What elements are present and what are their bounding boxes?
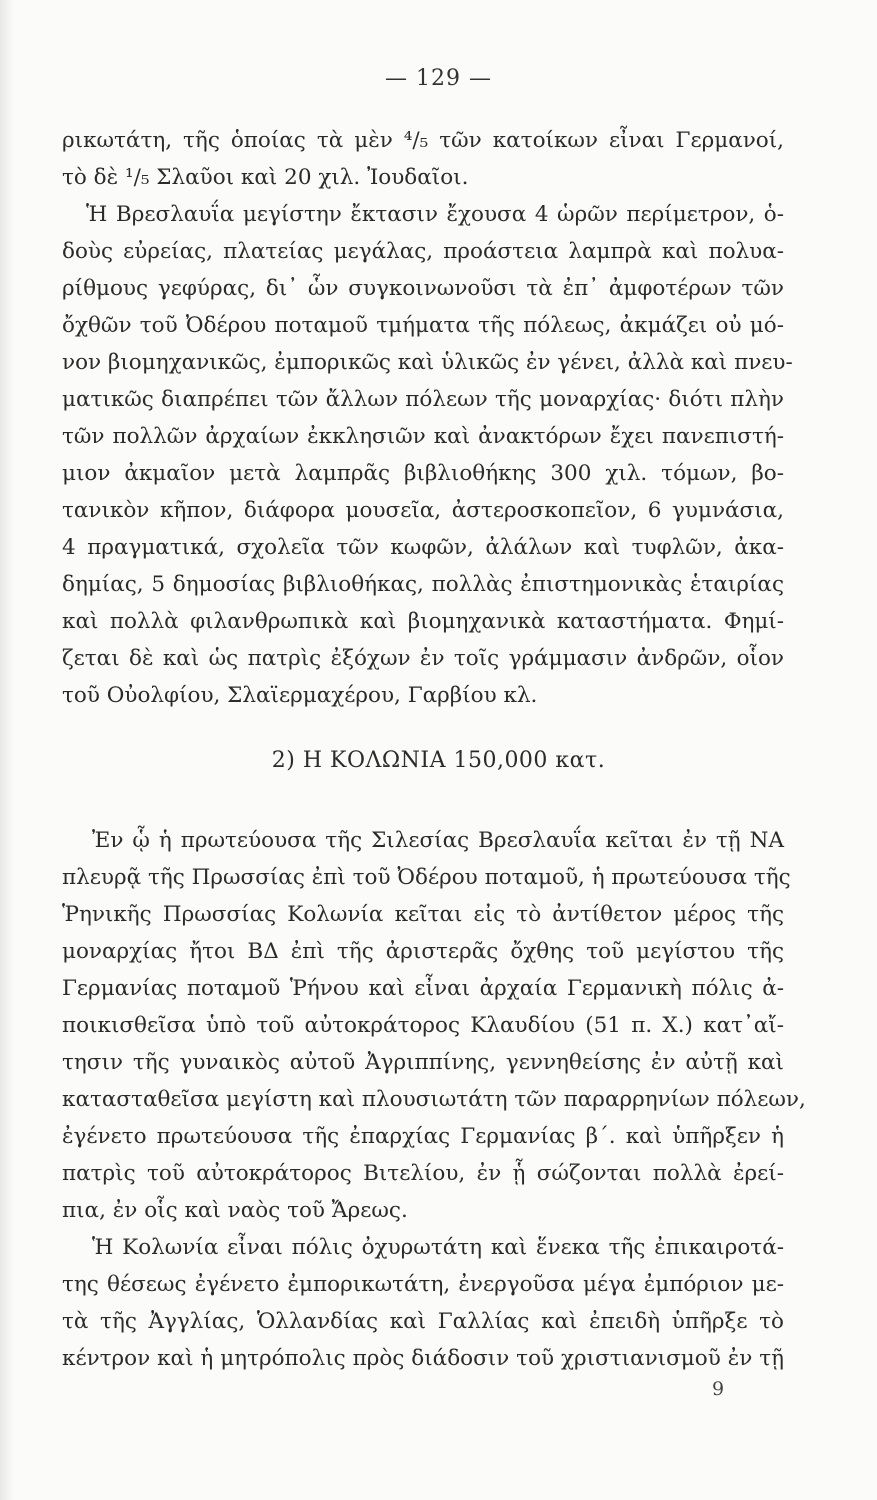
paragraph-first-line: Ἡ Βρεσλαυΐα μεγίστην ἔκτασιν ἔχουσα 4 ὡρῶν περίμετρον, ὁ- <box>86 202 784 227</box>
text-line: κέντρον καὶ ἡ μητρόπολις πρὸς διάδοσιν τοῦ χριστιανισμοῦ ἐν τῇ <box>62 1346 784 1371</box>
text-line: Ῥηνικῆς Πρωσσίας Κολωνία κεῖται εἰς τὸ ἀντίθετον μέρος τῆς <box>62 902 784 927</box>
text-line: της θέσεως ἐγένετο ἐμπορικωτάτη, ἐνεργοῦσα μέγα ἐμπόριον με- <box>62 1272 784 1297</box>
text-line: μιον ἀκμαῖον μετὰ λαμπρᾶς βιβλιοθήκης 300 χιλ. τόμων, βο- <box>62 461 784 486</box>
text-line: ρίθμους γεφύρας, δι᾽ ὧν συγκοινωνοῦσι τὰ ἐπ᾽ ἀμφοτέρων τῶν <box>62 276 784 301</box>
section-heading: 2) Η ΚΟΛΩΝΙΑ 150,000 κατ. <box>271 748 606 773</box>
text-line: ποικισθεῖσα ὑπὸ τοῦ αὐτοκράτορος Κλαυδίου (51 π. Χ.) κατ᾽αἴ- <box>62 1013 784 1038</box>
page-number: — 129 — <box>385 66 492 91</box>
text-line: ζεται δὲ καὶ ὡς πατρὶς ἐξόχων ἐν τοῖς γράμμασιν ἀνδρῶν, οἷον <box>62 646 784 671</box>
text-line: μοναρχίας ἤτοι ΒΔ ἐπὶ τῆς ἀριστερᾶς ὄχθης τοῦ μεγίστου τῆς <box>62 939 784 964</box>
text-line: τησιν τῆς γυναικὸς αὐτοῦ Ἀγριππίνης, γεννηθείσης ἐν αὐτῇ καὶ <box>62 1050 784 1075</box>
text-line: τανικὸν κῆπον, διάφορα μουσεῖα, ἀστεροσκοπεῖον, 6 γυμνάσια, <box>62 498 784 523</box>
text-line: πια, ἐν οἷς καὶ ναὸς τοῦ Ἄρεως. <box>62 1198 408 1223</box>
text-line: ἐγένετο πρωτεύουσα τῆς ἐπαρχίας Γερμανίας β΄. καὶ ὑπῆρξεν ἡ <box>62 1124 784 1149</box>
signature-mark: 9 <box>712 1378 725 1400</box>
text-line: νον βιομηχανικῶς, ἐμπορικῶς καὶ ὑλικῶς ἐν γένει, ἀλλὰ καὶ πνευ- <box>62 350 793 375</box>
text-line: τὰ τῆς Ἀγγλίας, Ὁλλανδίας καὶ Γαλλίας καὶ ἐπειδὴ ὑπῆρξε τὸ <box>62 1309 784 1334</box>
paragraph-first-line: Ἐν ᾧ ἡ πρωτεύουσα τῆς Σιλεσίας Βρεσλαυΐα κεῖται ἐν τῇ ΝΑ <box>92 828 784 853</box>
text-line: πλευρᾷ τῆς Πρωσσίας ἐπὶ τοῦ Ὀδέρου ποταμοῦ, ἡ πρωτεύουσα τῆς <box>62 865 791 890</box>
text-line: πατρὶς τοῦ αὐτοκράτορος Βιτελίου, ἐν ᾗ σώζονται πολλὰ ἐρεί- <box>62 1161 784 1186</box>
text-line: δοὺς εὐρείας, πλατείας μεγάλας, προάστεια λαμπρὰ καὶ πολυα- <box>62 239 784 264</box>
text-line: κατασταθεῖσα μεγίστη καὶ πλουσιωτάτη τῶν παραρρηνίων πόλεων, <box>62 1087 806 1112</box>
text-line: τὸ δὲ ¹/₅ Σλαῦοι καὶ 20 χιλ. Ἰουδαῖοι. <box>62 165 469 190</box>
text-line: ρικωτάτη, τῆς ὁποίας τὰ μὲν ⁴/₅ τῶν κατοίκων εἶναι Γερμανοί, <box>62 128 784 153</box>
paragraph-first-line: Ἡ Κολωνία εἶναι πόλις ὀχυρωτάτη καὶ ἕνεκα τῆς ἐπικαιροτά- <box>92 1235 784 1260</box>
text-line: ὄχθῶν τοῦ Ὀδέρου ποταμοῦ τμήματα τῆς πόλεως, ἀκμάζει οὐ μό- <box>62 313 784 338</box>
text-line: Γερμανίας ποταμοῦ Ῥήνου καὶ εἶναι ἀρχαία Γερμανικὴ πόλις ἀ- <box>62 976 784 1001</box>
text-line: καὶ πολλὰ φιλανθρωπικὰ καὶ βιομηχανικὰ καταστήματα. Φημί- <box>62 609 784 634</box>
text-line: δημίας, 5 δημοσίας βιβλιοθήκας, πολλὰς ἐπιστημονικὰς ἑταιρίας <box>62 572 784 597</box>
text-line: τῶν πολλῶν ἀρχαίων ἐκκλησιῶν καὶ ἀνακτόρων ἔχει πανεπιστή- <box>62 424 784 449</box>
text-line: 4 πραγματικά, σχολεῖα τῶν κωφῶν, ἀλάλων καὶ τυφλῶν, ἀκα- <box>62 535 784 560</box>
text-line: ματικῶς διαπρέπει τῶν ἄλλων πόλεων τῆς μοναρχίας· διότι πλὴν <box>62 387 784 412</box>
text-line: τοῦ Οὐολφίου, Σλαϊερμαχέρου, Γαρβίου κλ. <box>62 683 538 708</box>
